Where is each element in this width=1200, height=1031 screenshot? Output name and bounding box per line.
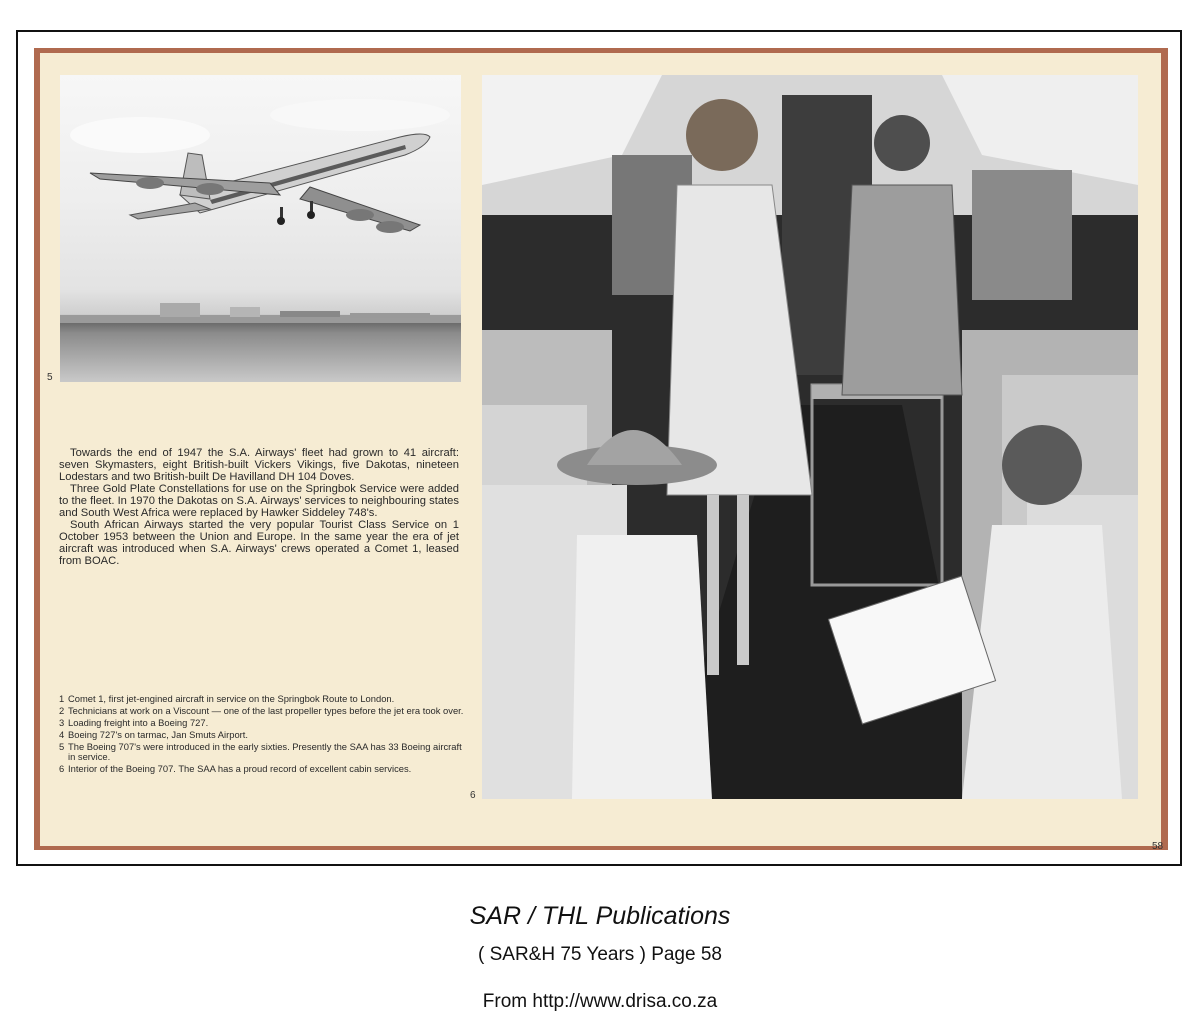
publication-subtitle: ( SAR&H 75 Years ) Page 58 xyxy=(478,944,722,965)
caption-number: 5 xyxy=(59,741,65,752)
cabin-interior-photo xyxy=(482,75,1138,799)
caption-item xyxy=(59,730,464,740)
publication-title: SAR / THL Publications xyxy=(469,902,731,930)
source-link[interactable]: From http://www.drisa.co.za xyxy=(482,991,718,1012)
caption-text: Comet 1, first jet-engined aircraft in service on the Springbok Route to London. xyxy=(68,693,395,704)
caption-number: 6 xyxy=(59,763,65,774)
caption-text: Loading freight into a Boeing 727. xyxy=(68,717,209,728)
caption-item xyxy=(59,706,464,716)
caption-text: Technicians at work on a Viscount — one of the last propeller types before the jet era took over. xyxy=(68,705,464,716)
caption-text: Interior of the Boeing 707. The SAA has a proud record of excellent cabin services. xyxy=(68,763,412,774)
photo-number-5: 5 xyxy=(47,372,53,383)
caption-text: The Boeing 707's were introduced in the early sixties. Presently the SAA has 33 Boeing aircraft in service. xyxy=(68,741,462,762)
caption-number: 4 xyxy=(59,729,65,740)
boeing-707-illustration xyxy=(60,75,461,382)
caption-item xyxy=(59,742,464,762)
caption-number: 3 xyxy=(59,717,65,728)
caption-item xyxy=(59,764,464,774)
photo-number-6: 6 xyxy=(470,790,476,801)
boeing-707-photo xyxy=(60,75,461,382)
page-number: 58 xyxy=(1152,841,1164,852)
history-body-text xyxy=(59,447,459,567)
caption-number: 2 xyxy=(59,705,65,716)
cabin-interior-illustration xyxy=(482,75,1138,799)
caption-item xyxy=(59,718,464,728)
caption-item xyxy=(59,694,464,704)
body-paragraph: Three Gold Plate Constellations for use on the Springbok Service were added to the fleet. In 1970 the Dakotas on S.A. Airways' services to neighbouring states and South West Africa were replaced by Hawker Siddeley 748's. xyxy=(59,483,459,519)
photo-captions xyxy=(59,694,464,776)
body-paragraph: South African Airways started the very popular Tourist Class Service on 1 October 1953 between the Union and Europe. In the same year the era of jet aircraft was introduced when S.A. Airways' crews operated a Comet 1, leased from BOAC. xyxy=(59,519,459,567)
body-paragraph: Towards the end of 1947 the S.A. Airways' fleet had grown to 41 aircraft: seven Skymasters, eight British-built Vickers Vikings, five Dakotas, nineteen Lodestars and two British-built De Havilland DH 104 Doves. xyxy=(59,447,459,483)
caption-text: Boeing 727's on tarmac, Jan Smuts Airport. xyxy=(68,729,249,740)
caption-number: 1 xyxy=(59,693,65,704)
